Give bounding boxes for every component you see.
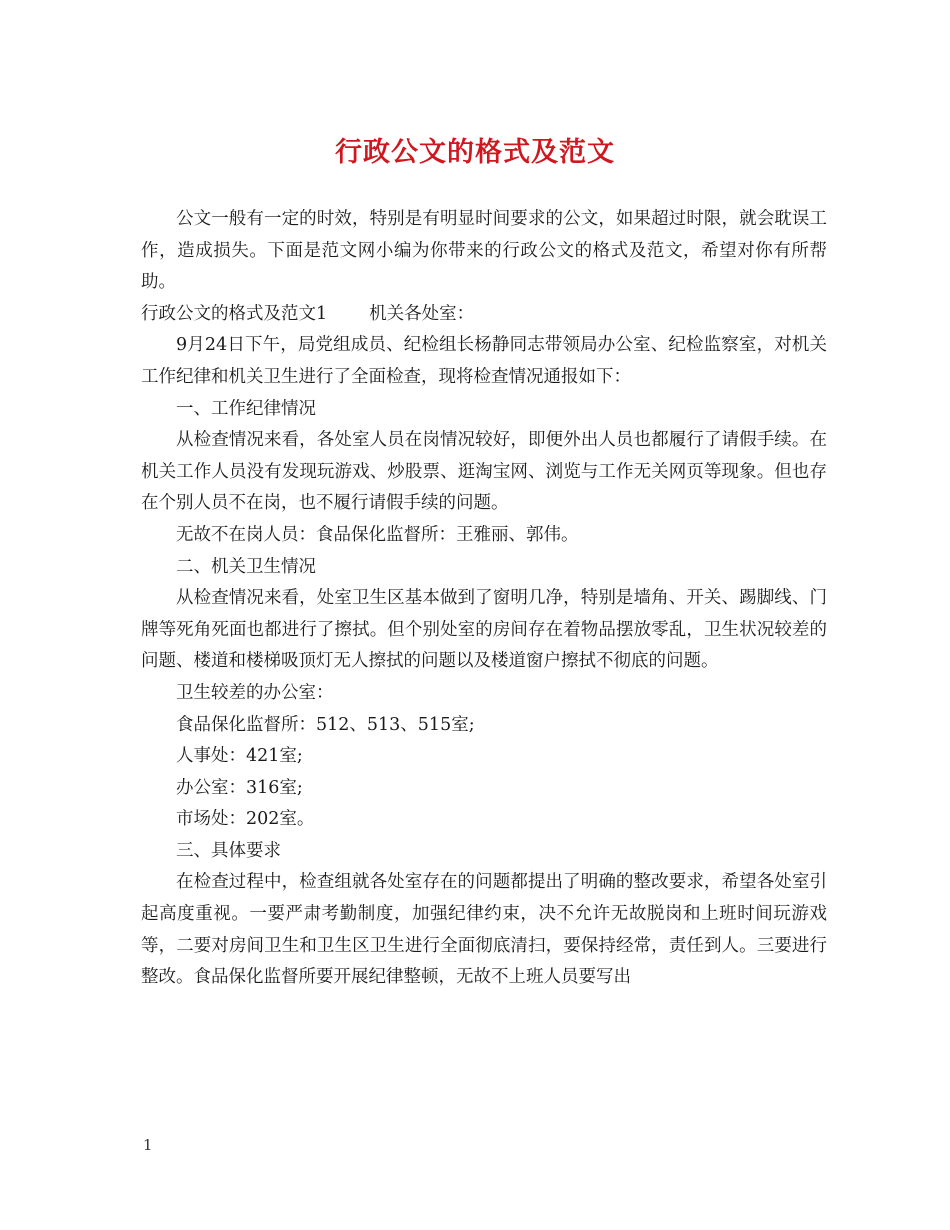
intro-paragraph: 公文一般有一定的时效，特别是有明显时间要求的公文，如果超过时限，就会耽误工作，造成损失。下面是范文网小编为你带来的行政公文的格式及范文，希望对你有所帮助。 — [141, 209, 827, 293]
list-item-office: 人事处：421室; — [176, 746, 303, 767]
document-title: 行政公文的格式及范文 — [335, 137, 615, 168]
paragraph-hygiene: 从检查情况来看，处室卫生区基本做到了窗明几净，特别是墙角、开关、踢脚线、门牌等死角死面也都进行了擦拭。但个别处室的房间存在着物品摆放零乱，卫生状况较差的问题、楼道和楼梯吸顶灯无人擦拭的问题以及楼道窗户擦拭不彻底的问题。 — [141, 588, 827, 672]
paragraph-notice: 9月24日下午，局党组成员、纪检组长杨静同志带领局办公室、纪检监察室，对机关工作纪律和机关卫生进行了全面检查，现将检查情况通报如下： — [141, 335, 827, 387]
example-heading-line — [141, 299, 827, 331]
section-heading-hygiene: 二、机关卫生情况 — [176, 556, 316, 577]
section-heading-discipline: 一、工作纪律情况 — [176, 398, 316, 419]
list-item-office: 办公室：316室; — [176, 777, 303, 798]
paragraph-requirements: 在检查过程中，检查组就各处室存在的问题都提出了明确的整改要求，希望各处室引起高度重视。一要严肃考勤制度，加强纪律约束，决不允许无故脱岗和上班时间玩游戏等，二要对房间卫生和卫生区卫生进行全面彻底清扫，要保持经常，责任到人。三要进行整改。食品保化监督所要开展纪律整顿，无故不上班人员要写出 — [141, 872, 827, 988]
addressee: 机关各处室： — [369, 303, 475, 324]
paragraph-absent-staff: 无故不在岗人员：食品保化监督所：王雅丽、郭伟。 — [176, 524, 579, 545]
document-body — [141, 204, 827, 994]
list-item-office: 市场处：202室。 — [176, 809, 315, 830]
page-number: 1 — [143, 1136, 153, 1154]
paragraph-poor-offices: 卫生较差的办公室： — [176, 682, 334, 703]
paragraph-discipline: 从检查情况来看，各处室人员在岗情况较好，即便外出人员也都履行了请假手续。在机关工作人员没有发现玩游戏、炒股票、逛淘宝网、浏览与工作无关网页等现象。但也存在个别人员不在岗，也不履行请假手续的问题。 — [141, 430, 827, 514]
section-heading-requirements: 三、具体要求 — [176, 840, 281, 861]
list-item-office: 食品保化监督所：512、513、515室; — [176, 714, 475, 735]
example-heading: 行政公文的格式及范文1 — [141, 303, 328, 324]
